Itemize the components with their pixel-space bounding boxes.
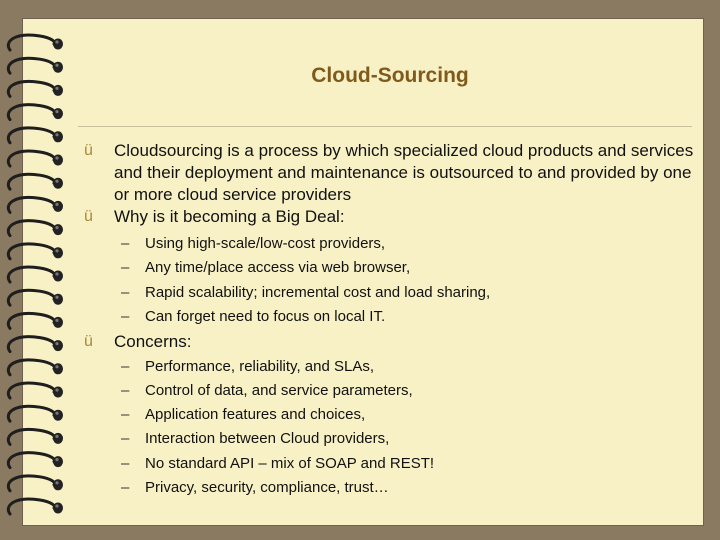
sub-item-text: Rapid scalability; incremental cost and load sharing, (145, 284, 491, 301)
checkmark-icon: ü (84, 333, 93, 350)
sub-item-text: Interaction between Cloud providers, (145, 430, 390, 447)
dash-icon: – (121, 455, 130, 472)
dash-icon: – (121, 406, 130, 423)
sub-list-item (121, 405, 685, 425)
checkmark-icon: ü (84, 208, 93, 225)
dash-icon: – (121, 308, 130, 325)
dash-icon: – (121, 284, 130, 301)
sub-list-item (121, 454, 685, 474)
bullet-text: Cloudsourcing is a process by which specialized cloud products and services and their deployment and maintenance is outsourced to and provided by one or more cloud service providers (114, 141, 694, 204)
sub-item-text: Can forget need to focus on local IT. (145, 308, 386, 325)
bullet-item (84, 140, 694, 206)
sub-list-item (121, 381, 685, 401)
bullet-text: Concerns: (114, 332, 192, 351)
dash-icon: – (121, 382, 130, 399)
sub-list-item (121, 357, 685, 377)
sub-list-item (121, 307, 685, 327)
sub-item-text: Privacy, security, compliance, trust… (145, 479, 389, 496)
slide-title-text: Cloud-Sourcing (311, 64, 469, 87)
sub-item-text: Any time/place access via web browser, (145, 259, 411, 276)
sub-item-text: Performance, reliability, and SLAs, (145, 358, 374, 375)
dash-icon: – (121, 430, 130, 447)
dash-icon: – (121, 479, 130, 496)
slide-title (0, 64, 720, 88)
sub-item-text: Application features and choices, (145, 406, 366, 423)
dash-icon: – (121, 358, 130, 375)
sub-item-text: Using high-scale/low-cost providers, (145, 235, 386, 252)
dash-icon: – (121, 259, 130, 276)
bullet-item (84, 206, 694, 228)
sub-list-item (121, 258, 685, 278)
sub-list-item (121, 429, 685, 449)
dash-icon: – (121, 235, 130, 252)
sub-list-item (121, 283, 685, 303)
sub-item-text: Control of data, and service parameters, (145, 382, 413, 399)
sub-list-item (121, 234, 685, 254)
checkmark-icon: ü (84, 142, 93, 159)
bullet-item (84, 331, 694, 353)
sub-item-text: No standard API – mix of SOAP and REST! (145, 455, 435, 472)
title-divider (78, 126, 692, 127)
sub-list-item (121, 478, 685, 498)
bullet-text: Why is it becoming a Big Deal: (114, 207, 345, 226)
